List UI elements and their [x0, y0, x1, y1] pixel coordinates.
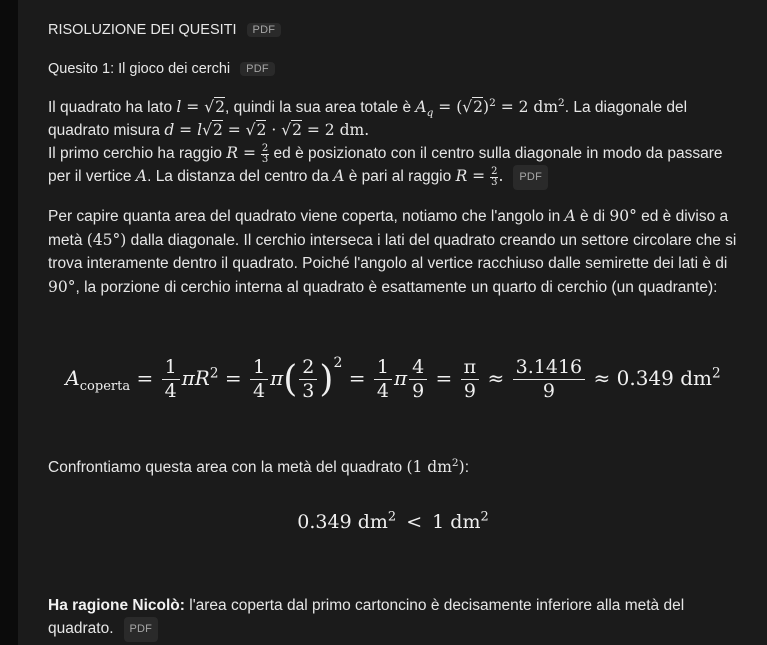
equation-covered-area: $A_{coperta}$ = $\frac{1}{4}$ $\pi R^2$ = $\frac{1}{4}$ π( $\frac{2}{3}$ )$^2$ = $\frac{1}{4}$ π $\frac{4}{9}$ = $\frac{\pi}{9}$ ≈ $\frac{3.1416}{9}$ ≈ 0.349 $dm^2$ [65, 355, 721, 402]
paragraph-conclusion: Ha ragione Nicolò: l'area coperta dal primo cartoncino è decisamente inferiore alla metà del quadrato. PDF [48, 594, 738, 642]
math-diagonal: d = l√2 = √2 · √2 = 2 dm. [164, 121, 370, 139]
pdf-export-chip[interactable]: PDF [240, 62, 275, 76]
paragraph-comparison: Confrontiamo questa area con la metà del quadrato (1 $dm^2$): [48, 456, 469, 476]
math-half-square: (1 $dm^2$) [406, 456, 465, 476]
math-radius-2: R = $\frac{2}{3}$ . [455, 165, 504, 188]
pdf-export-chip[interactable]: PDF [247, 23, 282, 37]
chat-response-panel [18, 0, 767, 645]
math-side: l = √2 [176, 98, 225, 116]
math-area: $A_q = (√2)^2 = 2$ $dm^2$ [415, 96, 565, 120]
math-radius: R = $\frac{2}{3}$ [226, 142, 269, 165]
pdf-export-chip[interactable]: PDF [124, 617, 159, 642]
section-title: RISOLUZIONE DEI QUESITI PDF [48, 22, 281, 38]
paragraph-square-and-circle: Il quadrato ha lato l = √2, quindi la sua area totale è $A_q = (√2)^2 = 2$ $dm^2$. La diagonale del quadrato misura d = l√2 = √2 · √2 = 2 dm. Il primo cerchio ha raggio R = $\frac{2}{3}$ ed è posizionato con il centro sulla diagonale in modo da passare per il vertice A. La distanza del centro da A è pari al raggio R = $\frac{2}{3}$ . PDF [48, 96, 738, 190]
equation-comparison: 0.349 $dm^2 < 1$ $dm^2$ [297, 509, 489, 533]
paragraph-quadrant-reasoning: Per capire quanta area del quadrato viene coperta, notiamo che l'angolo in A è di 90° ed è diviso a metà (45°) dalla diagonale. Il cerchio interseca i lati del quadrato creando un settore circolare che si trova interamente dentro il quadrato. Poiché l'angolo al vertice racchiuso dalle semirette dei lati è di 90°, la porzione di cerchio interna al quadrato è esattamente un quarto di cerchio (un quadrante): [48, 207, 737, 296]
pdf-export-chip[interactable]: PDF [513, 165, 548, 190]
question-title: Quesito 1: Il gioco dei cerchi PDF [48, 61, 275, 77]
